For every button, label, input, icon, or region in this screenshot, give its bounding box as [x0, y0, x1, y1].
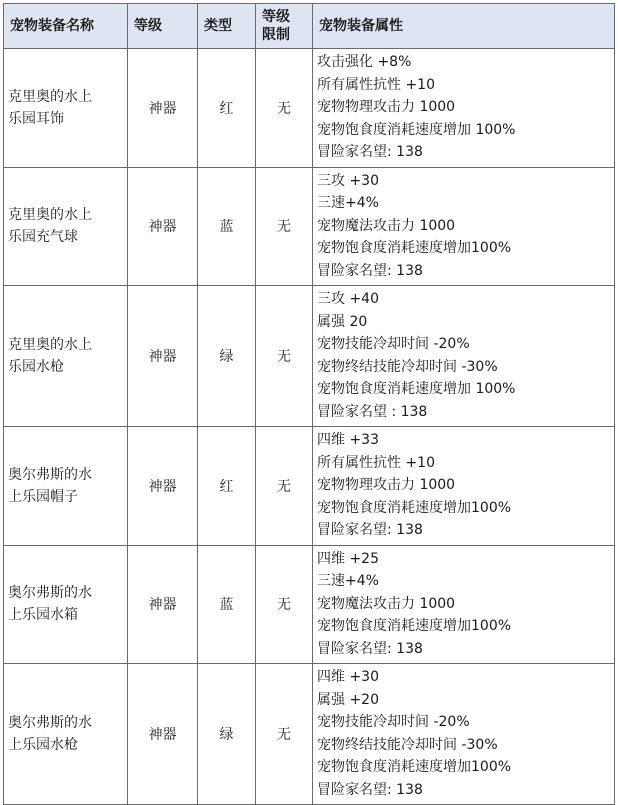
equipment-type-cell: 绿	[198, 664, 256, 805]
attribute-line: 属强 20	[317, 313, 368, 330]
table-row	[4, 49, 615, 168]
level-limit-header-line1: 等级	[262, 9, 290, 25]
equipment-attributes-cell	[313, 545, 615, 664]
equipment-level-limit-cell: 无	[256, 49, 313, 168]
equipment-name-line1: 奥尔弗斯的水	[8, 585, 92, 602]
column-header-name: 宠物装备名称	[4, 4, 128, 49]
equipment-level-limit-cell: 无	[256, 286, 313, 427]
table-row	[4, 545, 615, 664]
equipment-level-limit-cell: 无	[256, 664, 313, 805]
attribute-line: 宠物物理攻击力 1000	[317, 99, 456, 115]
attribute-line: 宠物物理攻击力 1000	[317, 477, 456, 493]
equipment-name-line1: 克里奥的水上	[8, 88, 92, 105]
equipment-name-line2: 乐园水枪	[8, 359, 64, 375]
attribute-line: 冒险家名望: 138	[317, 144, 423, 160]
attribute-line: 所有属性抗性 +10	[317, 76, 435, 93]
attribute-line: 四维 +25	[317, 550, 379, 567]
equipment-type-cell: 红	[198, 49, 256, 168]
equipment-name-line2: 上乐园水箱	[8, 607, 78, 624]
attribute-line: 属强 +20	[317, 691, 379, 708]
attribute-line: 所有属性抗性 +10	[317, 454, 435, 471]
equipment-grade-cell: 神器	[128, 545, 198, 664]
column-header-attributes: 宠物装备属性	[313, 4, 615, 49]
equipment-name-line1: 克里奥的水上	[8, 337, 92, 353]
equipment-grade-cell: 神器	[128, 427, 198, 546]
equipment-attributes-cell	[313, 286, 615, 427]
attribute-line: 宠物技能冷却时间 -20%	[317, 336, 470, 352]
attribute-line: 宠物魔法攻击力 1000	[317, 595, 456, 612]
column-header-level-limit	[256, 4, 313, 49]
equipment-level-limit-cell: 无	[256, 427, 313, 546]
attribute-line: 四维 +30	[317, 669, 379, 685]
column-header-type: 类型	[198, 4, 256, 49]
equipment-level-limit-cell: 无	[256, 545, 313, 664]
attribute-line: 三速+4%	[317, 573, 379, 589]
equipment-grade-cell: 神器	[128, 664, 198, 805]
equipment-name-cell	[4, 427, 128, 546]
equipment-grade-cell: 神器	[128, 167, 198, 286]
table-row	[4, 286, 615, 427]
pet-equipment-table	[3, 3, 615, 805]
equipment-name-line2: 乐园充气球	[8, 229, 78, 246]
equipment-attributes-cell	[313, 49, 615, 168]
equipment-grade-cell: 神器	[128, 286, 198, 427]
equipment-type-cell: 蓝	[198, 167, 256, 286]
table-row	[4, 664, 615, 805]
level-limit-header-line2: 限制	[262, 27, 290, 43]
equipment-name-line2: 乐园耳饰	[8, 110, 64, 127]
equipment-level-limit-cell: 无	[256, 167, 313, 286]
table-row	[4, 427, 615, 546]
equipment-type-cell: 蓝	[198, 545, 256, 664]
attribute-line: 三攻 +30	[317, 172, 379, 189]
table-row	[4, 167, 615, 286]
equipment-name-cell	[4, 286, 128, 427]
equipment-grade-cell: 神器	[128, 49, 198, 168]
equipment-attributes-cell	[313, 664, 615, 805]
attribute-line: 宠物饱食度消耗速度增加100%	[317, 499, 512, 516]
attribute-line: 冒险家名望: 138	[317, 262, 423, 279]
table-body	[4, 49, 615, 805]
attribute-line: 攻击强化 +8%	[317, 54, 412, 70]
equipment-name-line1: 奥尔弗斯的水	[8, 466, 92, 483]
attribute-line: 宠物终结技能冷却时间 -30%	[317, 736, 498, 753]
equipment-name-cell	[4, 49, 128, 168]
equipment-name-cell	[4, 664, 128, 805]
equipment-name-cell	[4, 545, 128, 664]
attribute-line: 宠物饱食度消耗速度增加 100%	[317, 381, 516, 397]
attribute-line: 宠物饱食度消耗速度增加100%	[317, 759, 512, 775]
attribute-line: 宠物饱食度消耗速度增加 100%	[317, 121, 516, 138]
equipment-attributes-cell	[313, 427, 615, 546]
equipment-name-line1: 奥尔弗斯的水	[8, 715, 92, 731]
table-header-row	[4, 4, 615, 49]
equipment-attributes-cell	[313, 167, 615, 286]
attribute-line: 宠物魔法攻击力 1000	[317, 217, 456, 234]
attribute-line: 宠物饱食度消耗速度增加100%	[317, 618, 512, 634]
equipment-name-cell	[4, 167, 128, 286]
attribute-line: 宠物终结技能冷却时间 -30%	[317, 358, 498, 375]
attribute-line: 三速+4%	[317, 195, 379, 211]
attribute-line: 四维 +33	[317, 432, 379, 448]
equipment-type-cell: 绿	[198, 286, 256, 427]
equipment-name-line2: 上乐园帽子	[8, 488, 78, 505]
attribute-line: 宠物饱食度消耗速度增加100%	[317, 240, 512, 256]
attribute-line: 冒险家名望: 138	[317, 640, 423, 657]
equipment-name-line2: 上乐园水枪	[8, 737, 78, 753]
column-header-grade: 等级	[128, 4, 198, 49]
equipment-type-cell: 红	[198, 427, 256, 546]
attribute-line: 宠物技能冷却时间 -20%	[317, 714, 470, 730]
equipment-name-line1: 克里奥的水上	[8, 207, 92, 224]
attribute-line: 冒险家名望: 138	[317, 522, 423, 538]
attribute-line: 冒险家名望: 138	[317, 781, 423, 798]
attribute-line: 冒险家名望 : 138	[317, 403, 428, 420]
attribute-line: 三攻 +40	[317, 291, 379, 307]
